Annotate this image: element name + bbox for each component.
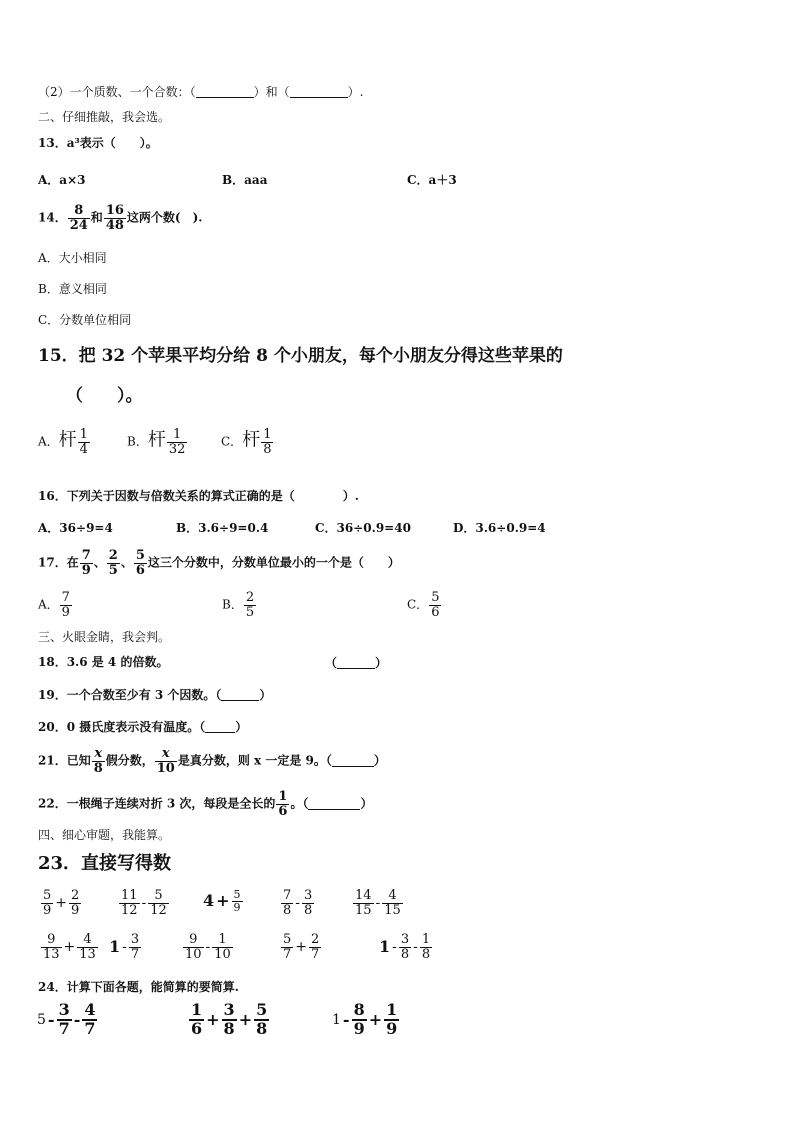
text-span: C． [221,434,243,449]
q24-expr3 [331,1002,400,1038]
fraction [353,889,374,917]
fraction [60,591,72,619]
numerator: 8 [353,1000,365,1019]
q24-expr2 [188,1002,270,1038]
text-span: ）和（ [253,85,290,99]
text-span: ） [235,720,248,734]
numerator: 11 [121,888,138,903]
text-span: 、 [93,555,106,570]
fraction [302,889,314,917]
math-operator: - [392,939,397,956]
text-span: 14． [38,210,67,225]
numerator: 14 [355,888,372,903]
fraction [41,933,62,961]
fraction [281,889,293,917]
denominator: 7 [130,946,140,962]
numerator: 2 [311,932,320,947]
q16-option-d[interactable]: D．3.6÷0.9=4 [453,521,546,535]
answer-blank[interactable] [332,754,374,767]
fraction [352,1002,367,1038]
math-operator: 1 [332,1011,341,1028]
denominator: 6 [278,803,288,819]
q18-stem: 18．3.6 是 4 的倍数。 [38,655,169,669]
q12-part2 [38,85,363,98]
denominator: 12 [150,902,167,918]
numerator: 5 [431,590,440,605]
numerator: 3 [223,1000,235,1019]
q22-stem [38,790,372,818]
text-span: 21．已知 [38,753,91,768]
q15-stem-line2: （ ）。 [66,386,143,406]
denominator: 8 [304,902,313,918]
math-operator: + [216,891,230,911]
q23-r2-item4 [280,933,322,961]
q23-r1-item4 [280,889,315,917]
numerator: 4 [388,888,397,903]
denominator: 32 [168,441,186,457]
answer-blank[interactable] [308,797,360,810]
text-span: ） [259,688,272,702]
math-operator: - [205,939,211,956]
fraction [82,1002,97,1038]
denominator: 8 [400,946,410,962]
math-operator: - [413,939,418,956]
numerator: 1 [191,1000,203,1019]
q23-r2-item1 [40,933,99,961]
numerator: 9 [189,932,198,947]
text-span: 19．一个合数至少有 3 个因数。（ [38,688,222,702]
q23-r2-item2 [108,933,142,961]
numerator: 3 [400,932,410,947]
numerator: 4 [84,1000,96,1019]
numerator: 1 [386,1000,398,1019]
denominator: 7 [283,946,292,962]
fraction [276,790,289,818]
text-span: 杆 [58,429,77,451]
denominator: 9 [43,902,52,918]
math-operator: 1 [379,937,391,957]
section-2-heading: 二、仔细推敲，我会选。 [38,110,171,124]
numerator: 2 [245,590,255,605]
text-span: 假分数， [105,753,154,768]
text-span: （ [325,656,338,670]
denominator: 6 [431,604,440,620]
fraction [69,889,81,917]
fraction [129,933,141,961]
denominator: 7 [58,1018,70,1038]
denominator: 8 [283,902,292,918]
math-operator: + [368,1009,383,1029]
numerator: 7 [61,590,70,605]
denominator: 10 [185,946,202,962]
q17-option-c[interactable] [407,591,442,619]
denominator: 8 [421,946,431,962]
q15-option-b[interactable] [127,428,188,456]
denominator: 7 [84,1018,96,1038]
fraction [254,1002,269,1038]
text-span: 是真分数，则 x 一定是 9。（ [177,753,332,768]
denominator: 7 [311,946,320,962]
math-operator: - [375,895,381,912]
denominator: 8 [263,441,272,457]
text-span: B． [127,434,148,449]
text-span: （2）一个质数、一个合数：（ [38,85,196,99]
math-operator: + [55,895,68,912]
q13-stem: 13．a³表示（ ）。 [38,136,158,150]
numerator: 5 [43,888,52,903]
denominator: 10 [156,760,175,776]
fraction [155,747,177,775]
q13-option-b[interactable]: B．aaa [222,173,268,187]
math-operator: + [295,939,308,956]
text-span: 17．在 [38,555,79,570]
q17-option-a[interactable] [38,591,73,619]
text-span: 杆 [242,429,261,451]
fraction [429,591,441,619]
fraction [77,933,98,961]
numerator: 1 [218,932,227,947]
fraction [104,204,126,232]
text-span: 、 [120,555,133,570]
fraction [222,1002,237,1038]
fraction [232,889,243,913]
q23-r1-item2 [118,889,170,917]
q16-option-a[interactable]: A．36÷9=4 [38,521,113,535]
denominator: 5 [245,604,255,620]
q24-expr1 [36,1002,98,1038]
numerator: 3 [58,1000,70,1019]
q20-stem [38,720,247,733]
text-span: ） [373,753,386,768]
fraction [309,933,321,961]
q15-option-a[interactable] [38,428,91,456]
fraction [167,428,188,456]
answer-blank[interactable] [205,720,235,733]
q24-title: 24．计算下面各题，能简算的要简算. [38,980,239,994]
denominator: 10 [214,946,231,962]
denominator: 13 [79,946,96,962]
numerator: 1 [263,427,272,442]
fraction [261,428,273,456]
numerator: 4 [83,932,92,947]
denominator: 15 [355,902,372,918]
q23-r2-item5 [378,933,433,961]
math-operator: + [238,1009,253,1029]
fraction [183,933,204,961]
math-operator: - [295,895,301,912]
denominator: 8 [256,1018,268,1038]
q15-option-c[interactable] [221,428,274,456]
fraction [119,889,140,917]
fraction [244,591,256,619]
q17-stem [38,549,400,577]
fraction [420,933,432,961]
q23-r1-item5 [352,889,404,917]
denominator: 15 [384,902,401,918]
numerator: x [94,746,103,761]
section-4-heading: 四、细心审题，我能算。 [38,828,171,842]
fraction [92,747,105,775]
numerator: x [161,746,170,761]
denominator: 6 [135,562,145,578]
numerator: 3 [130,932,140,947]
math-operator: + [63,939,76,956]
text-span: 20．0 摄氏度表示没有温度。（ [38,720,206,734]
numerator: 7 [283,888,292,903]
numerator: 5 [154,888,163,903]
fraction [57,1002,72,1038]
fraction [212,933,233,961]
numerator: 1 [278,789,288,804]
text-span: 杆 [147,429,166,451]
denominator: 9 [386,1018,398,1038]
math-operator: - [342,1009,350,1029]
numerator: 1 [421,932,431,947]
q21-stem [38,747,386,775]
text-span: ） [375,656,388,670]
fraction [382,889,403,917]
text-span: 这两个数( ). [126,210,203,225]
text-span: ）. [347,85,364,99]
q14-option-c[interactable]: C．分数单位相同 [38,313,132,327]
text-span: A． [38,597,59,612]
math-operator: - [122,939,127,956]
answer-blank[interactable] [290,85,348,98]
numerator: 1 [79,427,88,442]
fraction [68,204,90,232]
denominator: 9 [61,604,70,620]
denominator: 9 [233,900,241,914]
answer-blank[interactable] [337,656,375,669]
denominator: 48 [105,217,124,233]
section-3-heading: 三、火眼金睛，我会判。 [38,630,171,644]
q23-r1-item3 [202,889,244,913]
numerator: 5 [283,932,292,947]
math-operator: - [73,1009,81,1029]
denominator: 9 [71,902,80,918]
numerator: 8 [74,203,84,218]
numerator: 5 [135,548,145,563]
q16-option-b[interactable]: B．3.6÷9=0.4 [176,521,269,535]
q16-option-c[interactable]: C．36÷0.9=40 [315,521,411,535]
fraction [41,889,53,917]
numerator: 2 [71,888,80,903]
math-operator: + [206,1009,220,1029]
math-operator: 4 [203,891,215,911]
denominator: 8 [223,1018,235,1038]
q14-stem [38,204,202,232]
denominator: 12 [121,902,138,918]
q16-stem: 16．下列关于因数与倍数关系的算式正确的是（ ）. [38,489,359,503]
text-span: C． [407,597,429,612]
math-operator: - [47,1009,55,1029]
q23-r1-item1 [40,889,82,917]
text-span: 这三个分数中，分数单位最小的一个是（ ） [147,555,400,570]
numerator: 3 [304,888,313,903]
fraction [189,1002,204,1038]
fraction [134,549,147,577]
text-span: 。（ [290,796,309,811]
numerator: 2 [108,548,118,563]
denominator: 4 [79,441,88,457]
denominator: 8 [93,760,103,776]
denominator: 9 [81,562,91,578]
answer-blank[interactable] [196,85,254,98]
q14-option-b[interactable]: B．意义相同 [38,282,107,296]
q13-option-a[interactable]: A．a×3 [38,173,86,187]
fraction [78,428,90,456]
q19-stem [38,688,271,701]
q23-r2-item3 [182,933,234,961]
fraction [399,933,411,961]
q23-title: 23．直接写得数 [38,853,172,874]
numerator: 16 [105,203,124,218]
denominator: 24 [69,217,88,233]
numerator: 5 [233,888,241,901]
text-span: A． [38,434,59,449]
math-operator: 5 [37,1011,46,1028]
numerator: 5 [256,1000,268,1019]
math-operator: 1 [109,937,121,957]
text-span: 和 [90,210,103,225]
q17-option-b[interactable] [222,591,257,619]
q13-option-c[interactable]: C．a＋3 [407,173,457,187]
fraction [148,889,169,917]
denominator: 5 [108,562,118,578]
fraction [384,1002,399,1038]
q14-option-a[interactable]: A．大小相同 [38,251,107,265]
q18-answer[interactable] [325,656,387,669]
q15-stem-line1: 15．把 32 个苹果平均分给 8 个小朋友，每个小朋友分得这些苹果的 [38,346,563,366]
numerator: 7 [81,548,91,563]
text-span: B． [222,597,243,612]
text-span: ） [360,796,373,811]
fraction [107,549,120,577]
text-span: 22．一根绳子连续对折 3 次，每段是全长的 [38,796,276,811]
denominator: 6 [191,1018,203,1038]
denominator: 9 [353,1018,365,1038]
fraction [281,933,293,961]
answer-blank[interactable] [221,688,259,701]
math-operator: - [141,895,147,912]
denominator: 13 [43,946,60,962]
fraction [80,549,93,577]
numerator: 9 [47,932,56,947]
numerator: 1 [172,427,182,442]
